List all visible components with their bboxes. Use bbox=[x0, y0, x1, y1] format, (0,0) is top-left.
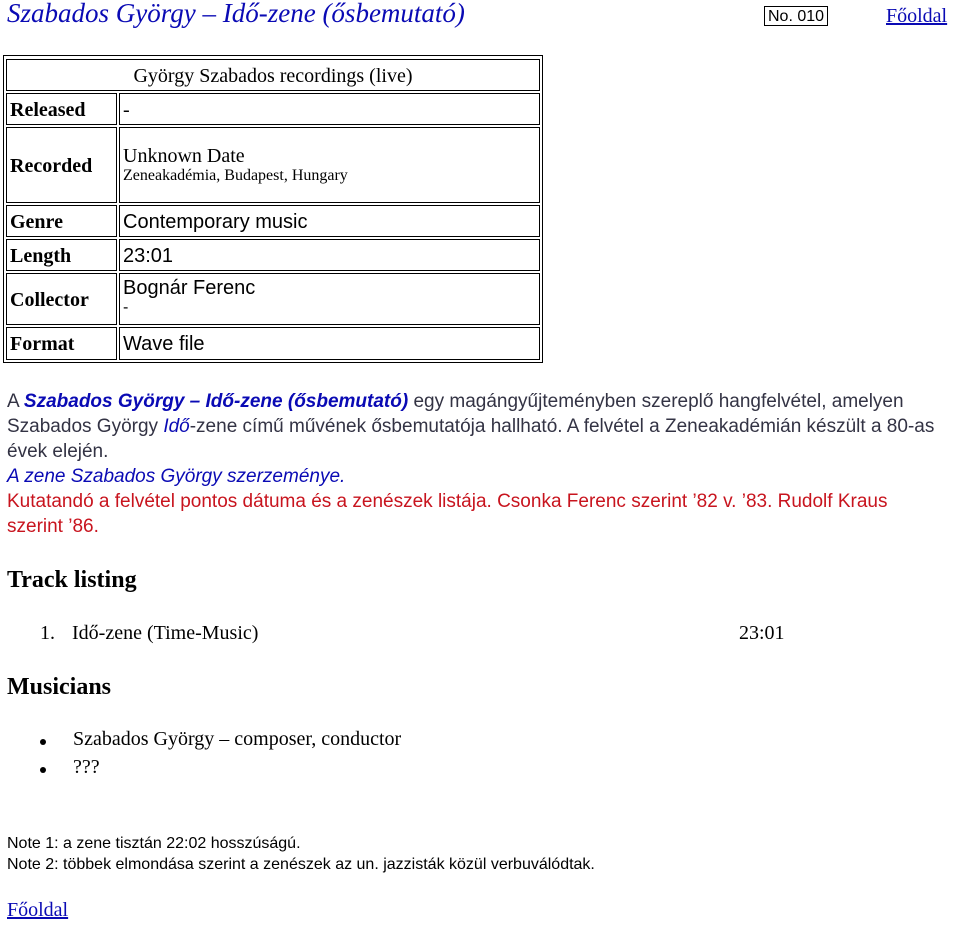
intro-text-1: egy magángyűjteményben szereplő hangfelvétel, amelyen Szabados György bbox=[7, 391, 904, 437]
collector-name: Bognár Ferenc bbox=[123, 277, 256, 299]
bullet-icon bbox=[40, 767, 46, 773]
note-1: Note 1: a zene tisztán 22:02 hosszúságú. bbox=[7, 835, 301, 852]
recorded-place: Zeneakadémia, Budapest, Hungary bbox=[123, 167, 348, 184]
musician-text: Szabados György – composer, conductor bbox=[73, 728, 402, 750]
track-length: 23:01 bbox=[739, 622, 785, 644]
genre-value: Contemporary music bbox=[119, 205, 540, 237]
collector-extra: - bbox=[123, 299, 129, 316]
musicians-heading: Musicians bbox=[7, 674, 112, 700]
genre-label: Genre bbox=[6, 205, 117, 237]
track-listing-heading: Track listing bbox=[7, 567, 137, 593]
bullet-icon bbox=[40, 739, 46, 745]
intro-text-2: -zene című művének ősbemutatója hallható. A felvétel a Zeneakadémián készült a 80-as évek elején. bbox=[7, 416, 935, 462]
musician-text: ??? bbox=[73, 756, 100, 778]
home-link-top[interactable]: Főoldal bbox=[886, 5, 948, 27]
recorded-value bbox=[119, 127, 540, 203]
notes bbox=[7, 833, 595, 875]
page-title: Szabados György – Idő-zene (ősbemutató) bbox=[7, 0, 465, 28]
length-value: 23:01 bbox=[119, 239, 540, 271]
infobox bbox=[3, 55, 543, 363]
infobox-caption: György Szabados recordings (live) bbox=[6, 59, 540, 91]
ido-link[interactable]: Idő bbox=[163, 416, 190, 437]
length-label: Length bbox=[6, 239, 117, 271]
research-note: Kutatandó a felvétel pontos dátuma és a zenészek listája. Csonka Ferenc szerint ’82 v. ’83. Rudolf Kraus szerint ’86. bbox=[7, 491, 888, 537]
intro-dash: – bbox=[184, 391, 206, 412]
released-label: Released bbox=[6, 93, 117, 125]
recorded-date: Unknown Date bbox=[123, 145, 245, 167]
recorded-label: Recorded bbox=[6, 127, 117, 203]
note-2: Note 2: többek elmondása szerint a zenészek az un. jazzisták közül verbuválódtak. bbox=[7, 856, 595, 873]
collector-value bbox=[119, 273, 540, 325]
szabados-link[interactable]: Szabados György bbox=[23, 391, 185, 412]
intro-paragraph bbox=[7, 389, 947, 464]
ido-zene-link[interactable]: Idő-zene (ősbemutató) bbox=[205, 391, 409, 412]
composer-line: A zene Szabados György szerzeménye. bbox=[7, 466, 346, 487]
home-link-bottom[interactable]: Főoldal bbox=[7, 899, 69, 921]
collector-label: Collector bbox=[6, 273, 117, 325]
track-name: Idő-zene (Time-Music) bbox=[72, 622, 259, 644]
format-label: Format bbox=[6, 327, 117, 360]
released-value: - bbox=[119, 93, 540, 125]
record-number-box: No. 010 bbox=[764, 6, 828, 26]
intro-text-a: A bbox=[7, 391, 24, 412]
format-value: Wave file bbox=[119, 327, 540, 360]
track-number: 1. bbox=[40, 622, 55, 644]
